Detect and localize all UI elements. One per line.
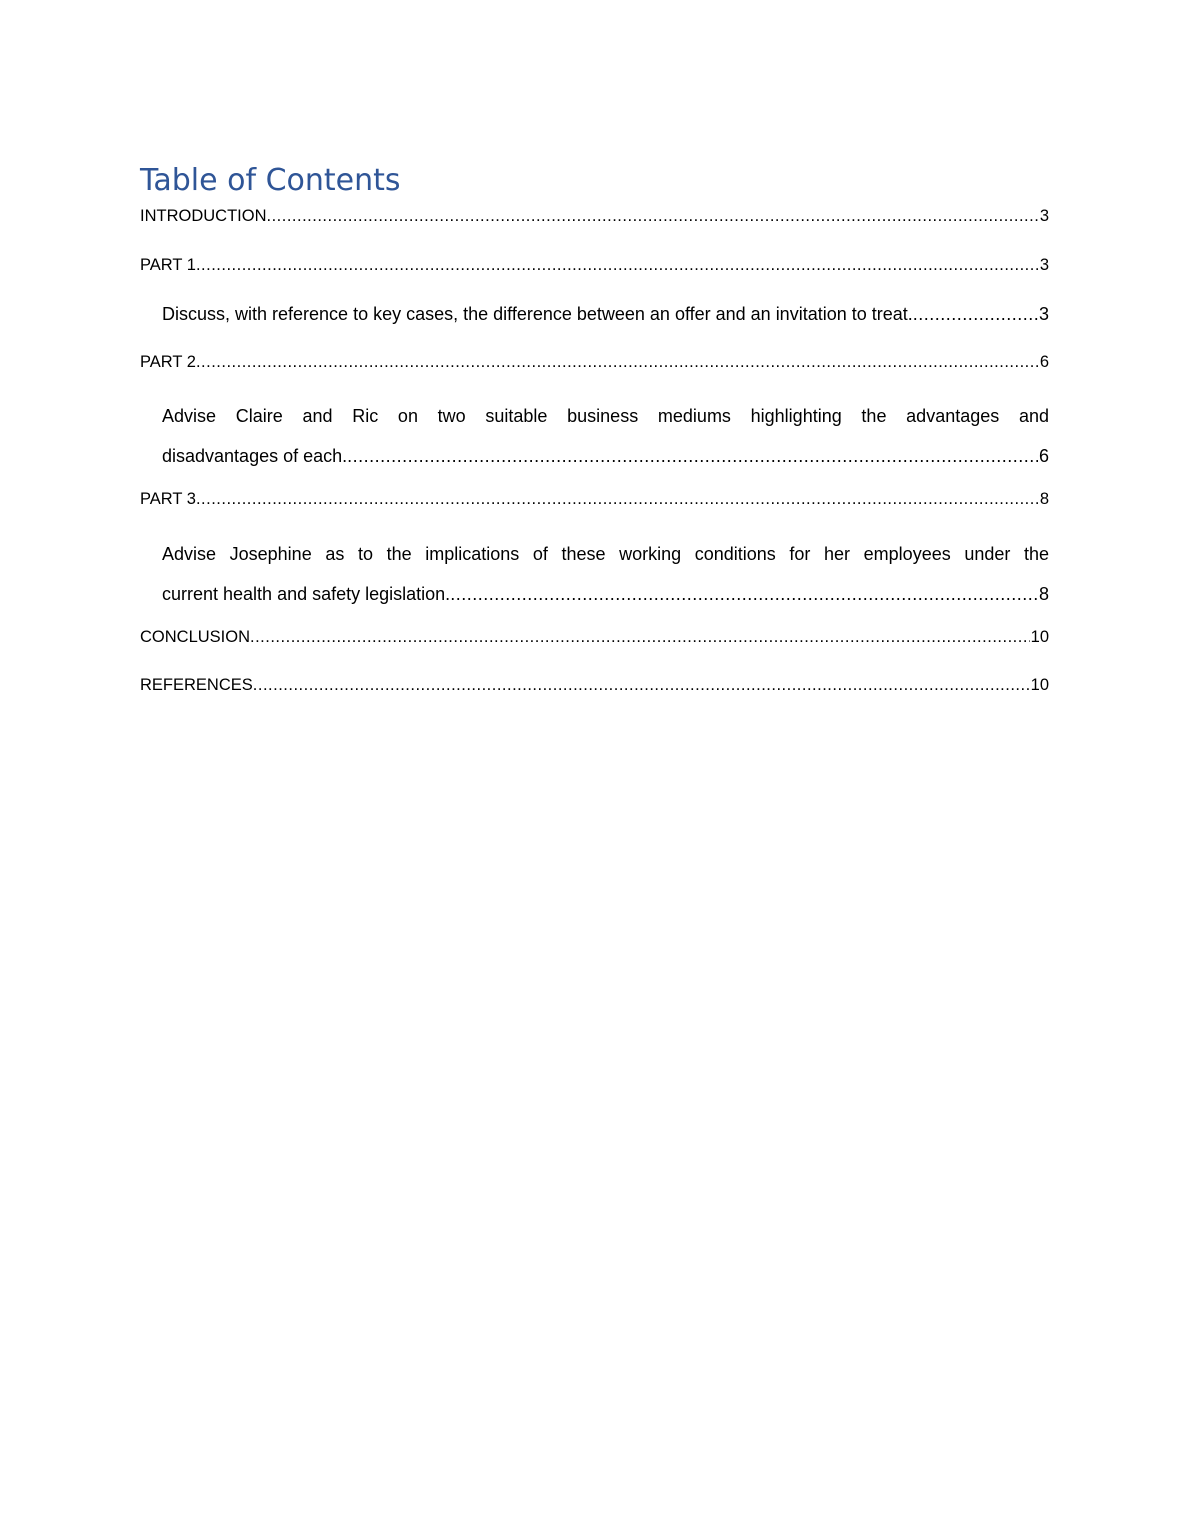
toc-page-number: 3 (1038, 304, 1049, 324)
toc-entry-part-1-question[interactable] (140, 299, 1049, 348)
toc-page-number: 3 (1039, 207, 1049, 225)
toc-dot-leader (196, 251, 1039, 279)
toc-entry-label: REFERENCES (140, 676, 253, 694)
toc-entry-references[interactable] (140, 671, 1049, 720)
toc-dot-leader (250, 623, 1030, 651)
toc-dot-leader (347, 436, 1038, 476)
toc-page-number: 10 (1030, 627, 1049, 646)
toc-entry-part-3[interactable] (140, 485, 1049, 534)
toc-page-number: 6 (1038, 446, 1049, 466)
document-page (140, 160, 1049, 720)
toc-entry-label-line-2: current health and safety legislation. (162, 583, 451, 604)
toc-entry-part-2[interactable] (140, 348, 1049, 397)
toc-dot-leader (267, 202, 1039, 230)
toc-page-number: 10 (1030, 676, 1049, 694)
toc-dot-leader (450, 574, 1038, 614)
toc-entry-label: PART 3 (140, 490, 196, 508)
toc-heading: Table of Contents (140, 163, 401, 198)
toc-page-number: 8 (1038, 583, 1049, 604)
toc-entry-label: PART 2 (140, 352, 196, 371)
toc-entry-introduction[interactable] (140, 202, 1049, 251)
toc-entry-label-line-1: Advise Josephine as to the implications of these working conditions for her employees under the (162, 543, 1049, 564)
toc-dot-leader (196, 348, 1039, 376)
toc-entry-label-line-2: disadvantages of each. (162, 446, 348, 466)
toc-entry-label-line-1: Advise Claire and Ric on two suitable business mediums highlighting the advantages and (162, 406, 1049, 426)
toc-entry-label: Discuss, with reference to key cases, the difference between an offer and an invitation to treat. (162, 304, 913, 324)
toc-entry-part-1[interactable] (140, 251, 1049, 300)
toc-entry-label: CONCLUSION (140, 627, 251, 646)
toc-entry-part-2-question[interactable] (140, 396, 1049, 485)
toc-entry-label: INTRODUCTION (140, 207, 267, 225)
toc-page-number: 6 (1039, 352, 1049, 371)
toc-dot-leader (196, 485, 1039, 513)
toc-page-number: 8 (1039, 490, 1049, 508)
toc-dot-leader (913, 299, 1038, 329)
toc-entry-label: PART 1 (140, 255, 196, 274)
toc-dot-leader (253, 671, 1030, 699)
toc-page-number: 3 (1039, 255, 1049, 274)
toc-entry-part-3-question[interactable] (140, 534, 1049, 623)
toc-entry-conclusion[interactable] (140, 623, 1049, 672)
